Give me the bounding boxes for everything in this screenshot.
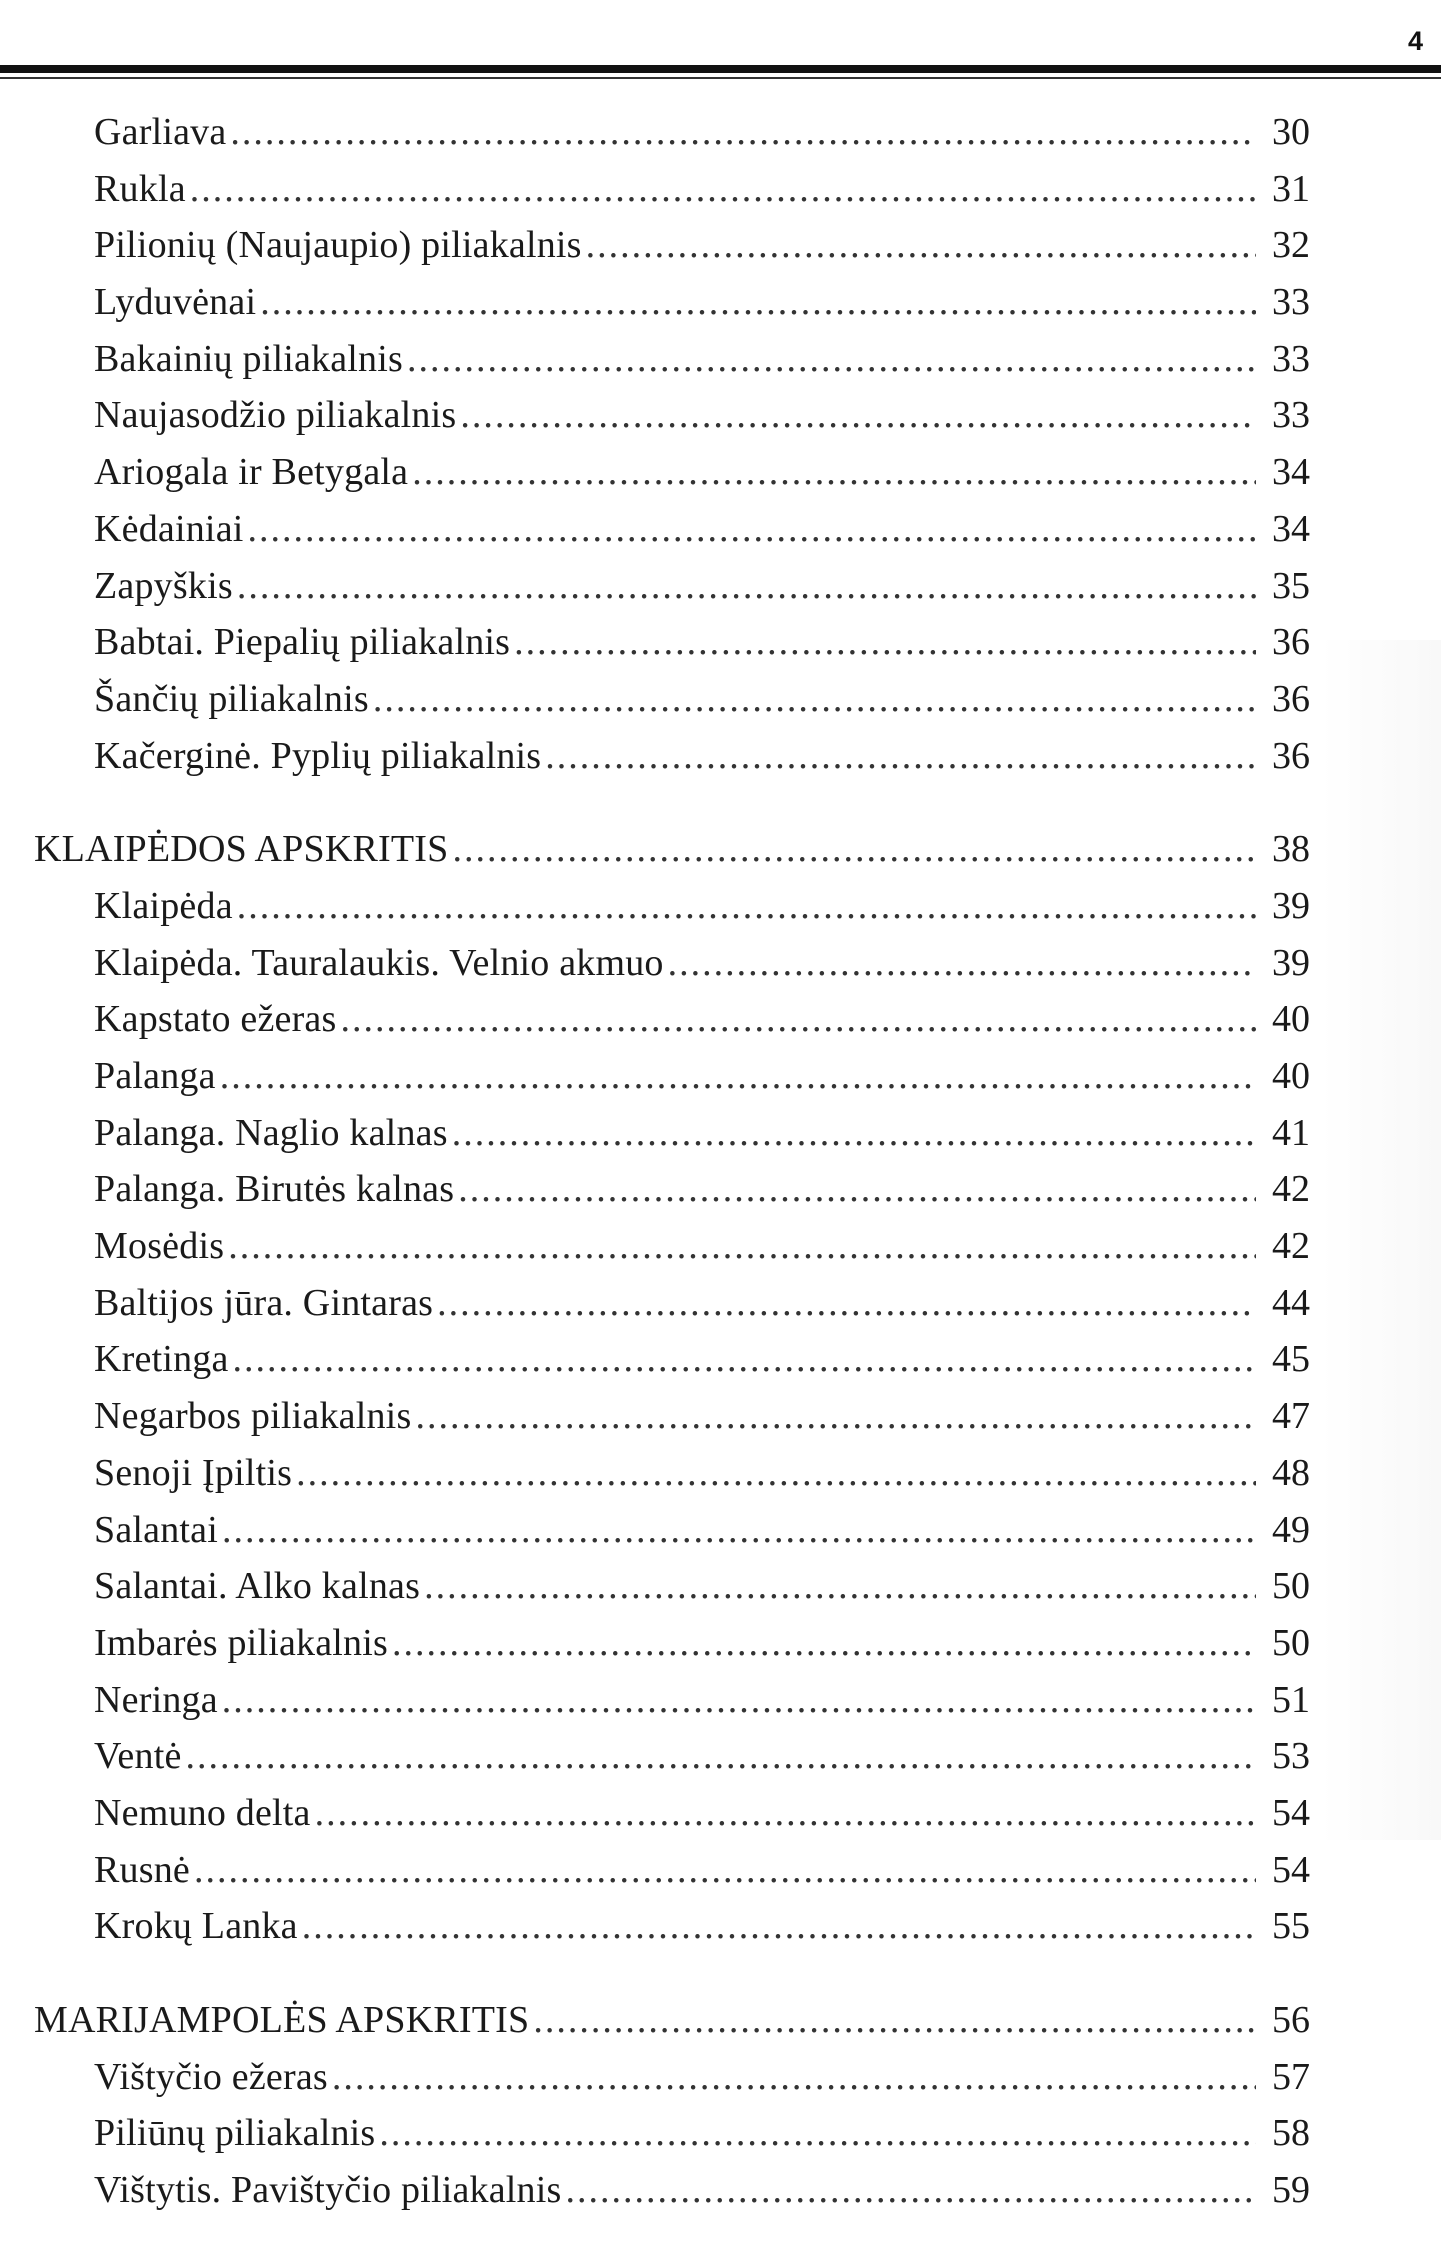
toc-entry[interactable] [34, 878, 1310, 935]
toc-entry[interactable] [34, 1161, 1310, 1218]
toc-section [34, 1992, 1310, 2219]
toc-entry-label: Palanga [94, 1055, 216, 1097]
toc-entry-page: 35 [1272, 564, 1310, 607]
dot-leader [460, 387, 1256, 444]
toc-entry-page: 36 [1272, 621, 1310, 664]
toc-entry[interactable] [34, 1331, 1310, 1388]
toc-entry[interactable] [34, 614, 1310, 671]
dot-leader [373, 671, 1256, 728]
toc-entry[interactable] [34, 1218, 1310, 1275]
dot-leader [412, 444, 1256, 501]
toc-entry-label: Kapstato ežeras [94, 998, 337, 1041]
toc-entry-label: Kačerginė. Pyplių piliakalnis [94, 734, 542, 777]
toc-entry-label: Rukla [94, 167, 186, 210]
toc-entry-page: 47 [1272, 1395, 1310, 1438]
dot-leader [392, 1615, 1256, 1672]
dot-leader [237, 878, 1256, 935]
toc-entry-page: 49 [1272, 1508, 1310, 1551]
dot-leader [668, 935, 1256, 992]
toc-entry[interactable] [34, 387, 1310, 444]
toc-entry-label: Šančių piliakalnis [94, 677, 369, 720]
toc-entry-label: Garliava [94, 111, 227, 153]
dot-leader [379, 2105, 1256, 2162]
dot-leader [415, 1388, 1256, 1445]
toc-entry-page: 53 [1272, 1735, 1310, 1778]
toc-entry[interactable] [34, 1388, 1310, 1445]
header-rule [0, 65, 1441, 73]
dot-leader [260, 274, 1256, 331]
toc-entry-label: Palanga. Birutės kalnas [94, 1168, 455, 1211]
toc-entry-label: Ventė [94, 1735, 182, 1778]
toc-entry[interactable] [34, 1048, 1310, 1105]
dot-leader [332, 2049, 1256, 2106]
page-number: 4 [1407, 26, 1423, 56]
toc-entry-label: Senoji Įpiltis [94, 1451, 293, 1494]
toc-entry[interactable] [34, 558, 1310, 615]
toc-entry-label: Negarbos piliakalnis [94, 1395, 412, 1438]
toc-entry[interactable] [34, 1502, 1310, 1559]
toc-entry-page: 33 [1272, 281, 1310, 324]
toc-entry-label: Imbarės piliakalnis [94, 1621, 388, 1664]
toc-entry-page: 40 [1272, 998, 1310, 1041]
toc-entry-page: 54 [1272, 1791, 1310, 1834]
toc-entry-page: 41 [1272, 1111, 1310, 1154]
toc-entry[interactable] [34, 2105, 1310, 2162]
dot-leader [341, 991, 1257, 1048]
dot-leader [533, 1992, 1256, 2049]
dot-leader [424, 1558, 1256, 1615]
toc-entry[interactable] [34, 935, 1310, 992]
dot-leader [296, 1445, 1256, 1502]
dot-leader [194, 1842, 1256, 1899]
toc-entry[interactable] [34, 2162, 1310, 2219]
dot-leader [514, 614, 1256, 671]
toc-entry[interactable] [34, 1842, 1310, 1899]
toc-entry-label: Palanga. Naglio kalnas [94, 1111, 448, 1154]
dot-leader [190, 161, 1256, 218]
toc-entry[interactable] [34, 1615, 1310, 1672]
toc-entry[interactable] [34, 1672, 1310, 1729]
toc-entry-page: 54 [1272, 1848, 1310, 1891]
toc-entry-page: 34 [1272, 507, 1310, 550]
toc-entry-page: 45 [1272, 1338, 1310, 1381]
dot-leader [222, 1502, 1256, 1559]
toc-entry-label: Mosėdis [94, 1225, 225, 1268]
toc-entry-page: 58 [1272, 2112, 1310, 2155]
toc-entry[interactable] [34, 1445, 1310, 1502]
toc-entry-label: Lyduvėnai [94, 281, 257, 324]
section-heading[interactable] [34, 821, 1310, 878]
toc-entry[interactable] [34, 104, 1310, 161]
dot-leader [566, 2162, 1256, 2219]
dot-leader [586, 217, 1256, 274]
section-heading-label: MARIJAMPOLĖS APSKRITIS [34, 1999, 530, 2041]
toc-entry[interactable] [34, 161, 1310, 218]
toc-entry-page: 50 [1272, 1621, 1310, 1664]
section-heading-page: 38 [1272, 828, 1310, 871]
toc-entry-page: 57 [1272, 2055, 1310, 2098]
toc-entry-page: 42 [1272, 1168, 1310, 1211]
dot-leader [186, 1728, 1256, 1785]
toc-entry-label: Pilionių (Naujaupio) piliakalnis [94, 224, 582, 267]
dot-leader [220, 1048, 1256, 1105]
toc-section [34, 104, 1310, 784]
toc-entry[interactable] [34, 671, 1310, 728]
toc-entry[interactable] [34, 331, 1310, 388]
dot-leader [248, 501, 1256, 558]
toc-entry-page: 48 [1272, 1451, 1310, 1494]
toc-entry-page: 36 [1272, 677, 1310, 720]
toc-entry-label: Vištytis. Pavištyčio piliakalnis [94, 2169, 562, 2212]
dot-leader [452, 821, 1256, 878]
table-of-contents [34, 104, 1310, 2219]
show-through-shadow [1321, 640, 1441, 1840]
toc-entry-page: 34 [1272, 451, 1310, 494]
toc-entry-label: Salantai [94, 1508, 219, 1551]
dot-leader [233, 1331, 1256, 1388]
toc-entry[interactable] [34, 1105, 1310, 1162]
toc-entry-label: Piliūnų piliakalnis [94, 2112, 376, 2155]
toc-entry-label: Kėdainiai [94, 507, 244, 550]
toc-entry[interactable] [34, 1728, 1310, 1785]
dot-leader [458, 1161, 1256, 1218]
toc-entry-label: Ariogala ir Betygala [94, 451, 409, 494]
toc-entry[interactable] [34, 501, 1310, 558]
section-heading-label: KLAIPĖDOS APSKRITIS [34, 828, 449, 871]
toc-entry[interactable] [34, 1275, 1310, 1332]
dot-leader [302, 1898, 1256, 1955]
dot-leader [545, 728, 1256, 785]
toc-entry-label: Salantai. Alko kalnas [94, 1565, 421, 1608]
toc-entry[interactable] [34, 444, 1310, 501]
toc-entry-label: Krokų Lanka [94, 1905, 298, 1948]
toc-entry[interactable] [34, 991, 1310, 1048]
toc-entry-label: Zapyškis [94, 564, 233, 607]
toc-entry-label: Naujasodžio piliakalnis [94, 394, 457, 437]
toc-entry[interactable] [34, 274, 1310, 331]
section-heading[interactable] [34, 1992, 1310, 2049]
toc-entry-page: 33 [1272, 394, 1310, 437]
dot-leader [315, 1785, 1256, 1842]
toc-entry-label: Bakainių piliakalnis [94, 337, 404, 380]
toc-entry-page: 31 [1272, 167, 1310, 210]
toc-entry-label: Kretinga [94, 1338, 229, 1381]
toc-entry-label: Babtai. Piepalių piliakalnis [94, 621, 511, 664]
dot-leader [230, 104, 1256, 161]
toc-entry[interactable] [34, 2049, 1310, 2106]
toc-entry-page: 30 [1272, 111, 1310, 153]
toc-entry-page: 32 [1272, 224, 1310, 267]
toc-entry-label: Rusnė [94, 1848, 190, 1891]
dot-leader [237, 558, 1256, 615]
toc-entry-page: 50 [1272, 1565, 1310, 1608]
toc-entry-label: Vištyčio ežeras [94, 2055, 328, 2098]
toc-entry-label: Nemuno delta [94, 1791, 311, 1834]
dot-leader [452, 1105, 1256, 1162]
toc-entry[interactable] [34, 1558, 1310, 1615]
toc-entry-page: 40 [1272, 1055, 1310, 1097]
toc-entry-page: 55 [1272, 1905, 1310, 1948]
toc-entry-page: 39 [1272, 884, 1310, 927]
toc-section [34, 821, 1310, 1955]
toc-entry-page: 59 [1272, 2169, 1310, 2212]
toc-entry[interactable] [34, 728, 1310, 785]
dot-leader [407, 331, 1256, 388]
dot-leader [437, 1275, 1256, 1332]
dot-leader [228, 1218, 1256, 1275]
toc-entry-label: Baltijos jūra. Gintaras [94, 1281, 434, 1324]
toc-entry-page: 44 [1272, 1281, 1310, 1324]
toc-entry-page: 36 [1272, 734, 1310, 777]
toc-entry[interactable] [34, 1898, 1310, 1955]
toc-entry-page: 42 [1272, 1225, 1310, 1268]
toc-entry-label: Neringa [94, 1678, 218, 1721]
toc-entry[interactable] [34, 1785, 1310, 1842]
toc-entry-page: 39 [1272, 941, 1310, 984]
dot-leader [222, 1672, 1256, 1729]
toc-entry-label: Klaipėda [94, 884, 233, 927]
toc-entry-label: Klaipėda. Tauralaukis. Velnio akmuo [94, 941, 664, 984]
toc-entry[interactable] [34, 217, 1310, 274]
toc-entry-page: 33 [1272, 337, 1310, 380]
section-heading-page: 56 [1272, 1999, 1310, 2041]
toc-entry-page: 51 [1272, 1678, 1310, 1721]
